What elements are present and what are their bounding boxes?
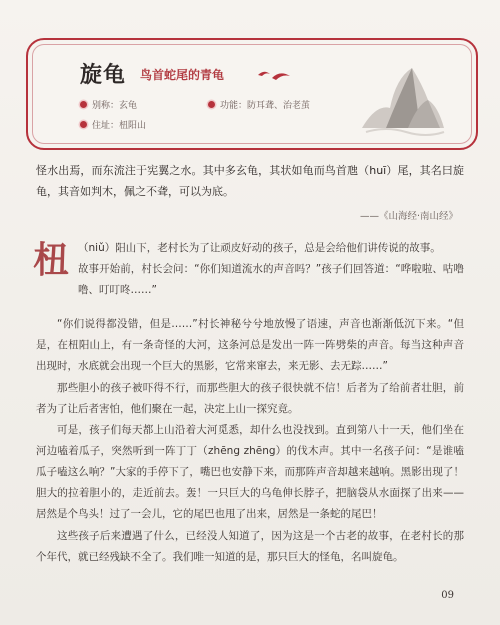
creature-info-card: [26, 38, 478, 150]
mountain-illustration-icon: [356, 48, 448, 140]
page-number: 09: [441, 590, 454, 601]
bullet-icon: [80, 101, 87, 108]
drop-cap: 杻: [33, 239, 70, 281]
story-paragraph-3: 那些胆小的孩子被吓得不行，而那些胆大的孩子很快就不信！后者为了给前者壮胆，前者为了让后者害怕，他们聚在一起，决定上山一探究竟。: [36, 382, 464, 415]
creature-subtitle: 鸟首蛇尾的青龟: [140, 68, 225, 82]
story-paragraph-1b: 故事开始前，村长会问：“你们知道流水的声音吗？”孩子们回答道：“哗啦啦、咕噜噜、叮叮咚……”: [78, 263, 464, 296]
quote-source: ——《山海经·南山经》: [359, 211, 458, 222]
habitat-info: 住址：杻阳山: [80, 118, 146, 131]
flying-birds-icon: [256, 66, 292, 84]
story-paragraph-1a: （niǔ）阳山下，老村长为了让顽皮好动的孩子，总是会给他们讲传说的故事。: [78, 242, 441, 254]
function-info: 功能：防耳聋、治老茧: [208, 98, 310, 111]
story-paragraph-4: 可是，孩子们每天都上山沿着大河觅悉，却什么也没找到。直到第八十一天，他们坐在河边嗑着瓜子，突然听到一阵丁丁（zhēng zhēng）的伐木声。其中一名孩子问：“是谁嗑瓜子嗑这么响？”大家的手停下了，嘴巴也安静下来，而那阵声音却越来越响。黑影出现了！胆大的拉着胆小的，走近前去。轰！一只巨大的乌龟伸长脖子，把脑袋从水面探了出来——居然是个鸟头！过了一会儿，它的尾巴也甩了出来，居然是一条蛇的尾巴！: [36, 424, 464, 520]
creature-title: 旋龟: [80, 62, 127, 88]
alias-info: 别称：玄龟: [80, 98, 137, 111]
story-paragraph-5: 这些孩子后来遭遇了什么，已经没人知道了，因为这是一个古老的故事，在老村长的那个年代，就已经残缺不全了。我们唯一知道的是，那只巨大的怪龟，名叫旋龟。: [36, 530, 464, 563]
bullet-icon: [80, 121, 87, 128]
story-paragraph-2: “你们说得都没错，但是……”村长神秘兮兮地放慢了语速，声音也渐渐低沉下来。“但是，在杻阳山上，有一条奇怪的大河，这条河总是发出一阵一阵劈柴的声音。每当这种声音出现时，水底就会出现一个巨大的黑影，它常来窜去，来无影、去无踪……”: [36, 318, 464, 372]
bullet-icon: [208, 101, 215, 108]
classic-quote: 怪水出焉，而东流注于宪翼之水。其中多玄龟，其状如龟而鸟首虺（huī）尾，其名曰旋龟，其音如判木，佩之不聋，可以为底。: [36, 164, 464, 198]
